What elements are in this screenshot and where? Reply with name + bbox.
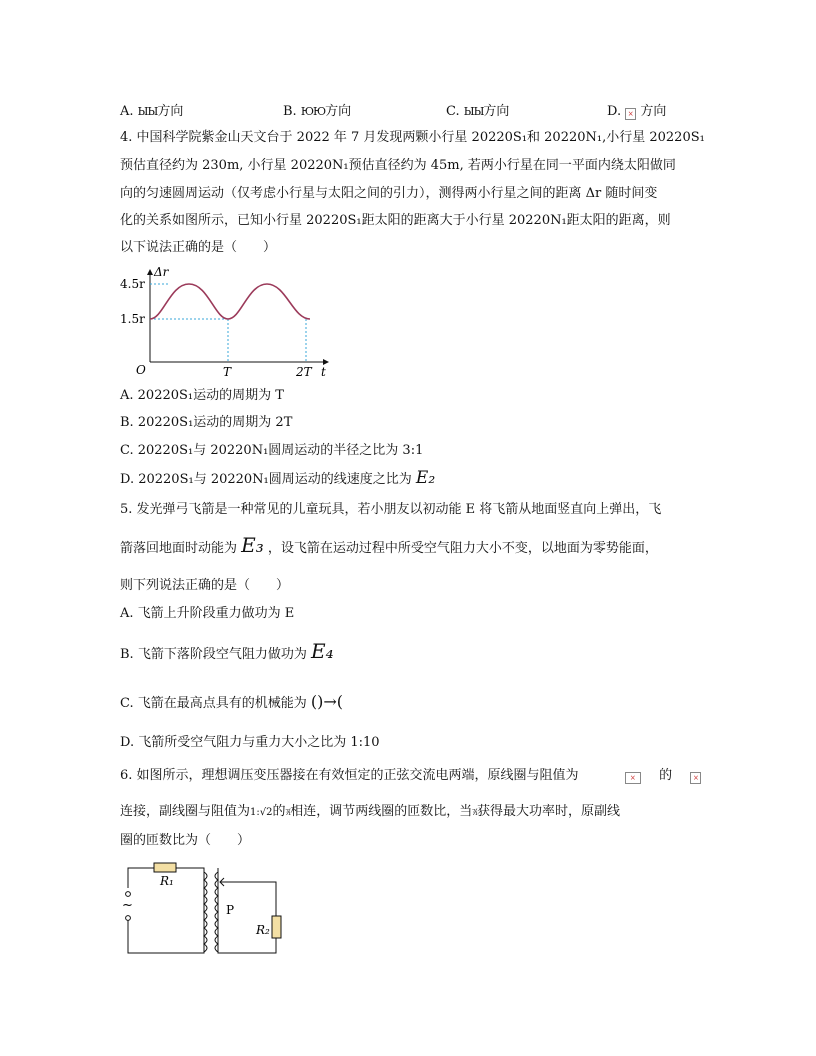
q5-line-2-a: 箭落回地面时动能为 xyxy=(120,541,238,556)
q4-option-d xyxy=(120,469,435,489)
q4-line-4: 化的关系如图所示，已知小行星 20220S₁距太阳的距离大于小行星 20220N₁距太阳的距离，则 xyxy=(120,213,671,228)
q6-glyph-2: ⁷⁄₁ xyxy=(472,808,478,817)
ac-source-symbol: ~ xyxy=(122,898,133,913)
q6-line-2-a: 连接，副线圈与阻值为 xyxy=(120,804,251,819)
slider-arrow[interactable] xyxy=(220,878,228,886)
q4-option-d-expr: E₂ xyxy=(415,468,436,488)
q6-circuit xyxy=(118,858,298,962)
q3-option-c-text: 方向 xyxy=(483,104,510,119)
q3-option-a-text: 方向 xyxy=(157,104,184,119)
q5-line-3: 则下列说法正确的是（ ） xyxy=(120,578,290,593)
r1-resistor xyxy=(154,863,176,872)
y-tick-low: 1.5r xyxy=(120,312,145,326)
broken-image-icon: × xyxy=(690,772,701,784)
x-tick-t: T xyxy=(223,365,232,379)
q6-line-1-de: 的 xyxy=(659,768,673,783)
q3-option-d-text: 方向 xyxy=(640,104,667,119)
q4-line-1: 4. 中国科学院紫金山天文台于 2022 年 7 月发现两颗小行星 20220S₁和 20220N₁,小行星 20220S₁ xyxy=(120,130,705,145)
q5-line-2 xyxy=(120,533,658,558)
q5-line-2-expr: E₃ xyxy=(241,533,264,557)
broken-image-icon: × xyxy=(625,108,636,120)
q6-glyph-1: ⁷⁄₁ xyxy=(285,808,291,817)
q3-option-a-label: A. xyxy=(120,104,134,119)
q3-option-c-glyph: ЫЫ xyxy=(463,105,484,118)
x-axis-label: t xyxy=(321,365,326,379)
q3-option-b-glyph: ЮЮ xyxy=(300,105,326,118)
q4-option-b: B. 20220S₁运动的周期为 2T xyxy=(120,415,293,430)
q6-line-3: 圈的匝数比为（ ） xyxy=(120,833,251,848)
y-tick-high: 4.5r xyxy=(120,277,145,291)
q5-option-b-text: B. 飞箭下落阶段空气阻力做功为 xyxy=(120,647,307,662)
r1-label: R₁ xyxy=(160,874,174,888)
q3-option-d-label: D. xyxy=(607,104,622,119)
q6-line-2 xyxy=(120,803,620,822)
q4-line-3: 向的匀速圆周运动（仅考虑小行星与太阳之间的引力），测得两小行星之间的距离 Δr 随时间变 xyxy=(120,186,658,201)
q4-line-5: 以下说法正确的是（ ） xyxy=(120,240,277,255)
q5-option-c-expr: ()→( xyxy=(310,692,344,711)
x-tick-2t: 2T xyxy=(296,365,312,379)
slider-wire xyxy=(228,882,276,916)
q3-option-b-label: B. xyxy=(283,104,297,119)
source-terminal-bottom xyxy=(126,916,131,921)
q3-option-d xyxy=(607,100,666,120)
q6-line-2-b: 的 xyxy=(272,804,286,819)
broken-image-icon: × xyxy=(625,772,641,784)
q5-option-b-expr: E₄ xyxy=(310,639,334,663)
q5-line-2-b: ，设飞箭在运动过程中所受空气阻力大小不变，以地面为零势能面， xyxy=(267,541,658,556)
q4-option-d-text: D. 20220S₁与 20220N₁圆周运动的线速度之比为 xyxy=(120,472,412,487)
q4-option-a: A. 20220S₁运动的周期为 T xyxy=(120,388,284,403)
delta-r-curve xyxy=(150,284,310,319)
q6-line-1-text: 6. 如图所示，理想调压变压器接在有效恒定的正弦交流电两端，原线圈与阻值为 xyxy=(120,768,579,783)
q3-option-b-text: 方向 xyxy=(325,104,352,119)
q3-option-c xyxy=(446,100,509,119)
q6-line-2-d: 获得最大功率时，原副线 xyxy=(477,804,621,819)
r2-label: R₂ xyxy=(256,923,270,937)
q6-line-2-expr: 1:√2 xyxy=(250,807,273,818)
q3-option-c-label: C. xyxy=(446,104,460,119)
p-label: P xyxy=(226,903,235,917)
q6-line-2-c: 相连，调节两线圈的匝数比，当 xyxy=(290,804,473,819)
q4-line-2: 预估直径约为 230m, 小行星 20220N₁预估直径约为 45m, 若两小行星在同一平面内绕太阳做同 xyxy=(120,158,676,173)
q3-option-b xyxy=(283,100,351,119)
q4-graph xyxy=(118,264,338,382)
q5-option-d: D. 飞箭所受空气阻力与重力大小之比为 1:10 xyxy=(120,735,380,750)
r2-resistor xyxy=(272,916,281,938)
q5-line-1: 5. 发光弹弓飞箭是一种常见的儿童玩具，若小朋友以初动能 E 将飞箭从地面竖直向上弹出，飞 xyxy=(120,502,662,517)
q5-option-c-text: C. 飞箭在最高点具有的机械能为 xyxy=(120,696,307,711)
q5-option-c xyxy=(120,693,343,713)
q4-option-c: C. 20220S₁与 20220N₁圆周运动的半径之比为 3:1 xyxy=(120,443,424,458)
q6-line-1 xyxy=(120,767,701,785)
q5-option-a: A. 飞箭上升阶段重力做功为 E xyxy=(120,606,295,621)
y-axis-label: Δr xyxy=(154,265,169,279)
source-terminal-top xyxy=(126,892,131,897)
origin-label: O xyxy=(136,363,146,377)
q3-option-a-glyph: ЫЫ xyxy=(137,105,158,118)
q3-option-a xyxy=(120,100,183,119)
q5-option-b xyxy=(120,639,334,664)
